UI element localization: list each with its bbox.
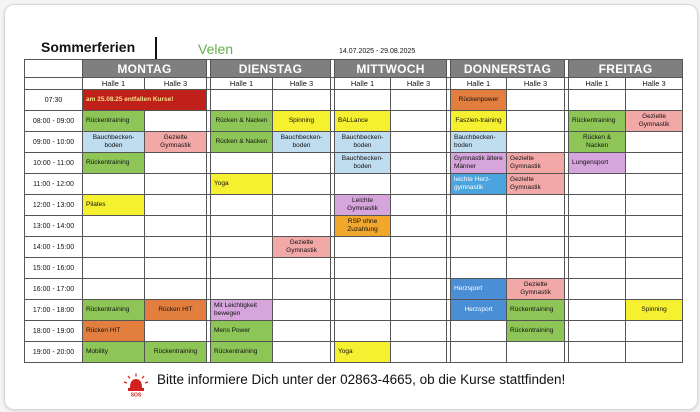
time-slot: [391, 174, 447, 195]
time-slot: [507, 237, 565, 258]
time-slot: [211, 300, 273, 321]
time-slot: [83, 174, 145, 195]
time-slot: [211, 195, 273, 216]
time-label: 14:00 - 15:00: [25, 237, 83, 258]
time-slot: [335, 132, 391, 153]
class-entry: Gymnastik ältere Männer: [451, 153, 506, 173]
time-slot: [391, 237, 447, 258]
schedule-row: [25, 258, 683, 279]
location-label: Velen: [198, 41, 234, 57]
day-header-donnerstag: DONNERSTAG: [451, 60, 565, 78]
time-slot: [626, 216, 683, 237]
class-entry: Rückentraining: [83, 300, 144, 320]
hall-label: Halle 1: [83, 78, 145, 90]
hall-header-row: [25, 78, 683, 90]
hall-label: Halle 1: [335, 78, 391, 90]
class-entry: Yoga: [211, 174, 272, 194]
time-slot: [569, 321, 626, 342]
class-entry: Bauchbecken-boden: [335, 153, 390, 173]
time-slot: [335, 300, 391, 321]
time-slot: [145, 111, 207, 132]
time-slot: [451, 300, 507, 321]
schedule-row: [25, 279, 683, 300]
class-entry: Rücken & Nacken: [211, 132, 272, 152]
time-label: 10:00 - 11:00: [25, 153, 83, 174]
hall-label: Halle 3: [626, 78, 683, 90]
time-slot: [273, 342, 331, 363]
time-slot: [145, 153, 207, 174]
time-slot: [507, 300, 565, 321]
time-slot: [626, 132, 683, 153]
schedule-body: [25, 90, 683, 363]
time-slot: [335, 90, 391, 111]
hall-label: Halle 3: [507, 78, 565, 90]
class-entry: Mobility: [83, 342, 144, 362]
time-slot: [145, 174, 207, 195]
class-entry: Rücken HIT: [145, 300, 206, 320]
time-slot: [335, 342, 391, 363]
time-slot: [451, 279, 507, 300]
time-slot: [569, 342, 626, 363]
class-entry: Faszien-training: [451, 111, 506, 131]
class-entry: Rückentraining: [83, 153, 144, 173]
time-slot: [145, 195, 207, 216]
time-slot: [569, 153, 626, 174]
class-entry: Bauchbecken-boden: [451, 132, 506, 152]
day-header-mittwoch: MITTWOCH: [335, 60, 447, 78]
time-slot: [391, 132, 447, 153]
time-label: 18:00 - 19:00: [25, 321, 83, 342]
schedule-row: [25, 216, 683, 237]
time-slot: [391, 279, 447, 300]
time-label: 07:30: [25, 90, 83, 111]
time-slot: [451, 174, 507, 195]
time-slot: [83, 153, 145, 174]
class-entry: Mens Power: [211, 321, 272, 341]
time-slot: [451, 153, 507, 174]
time-slot: [273, 153, 331, 174]
time-slot: [83, 216, 145, 237]
time-slot: [83, 90, 207, 111]
time-slot: [451, 216, 507, 237]
time-slot: [626, 174, 683, 195]
time-slot: [335, 237, 391, 258]
class-entry: Spinning: [626, 300, 682, 320]
time-slot: [451, 132, 507, 153]
time-slot: [335, 111, 391, 132]
time-slot: [507, 132, 565, 153]
time-label: 13:00 - 14:00: [25, 216, 83, 237]
time-slot: [626, 195, 683, 216]
time-slot: [83, 132, 145, 153]
time-label: 12:00 - 13:00: [25, 195, 83, 216]
class-entry: Gezielte Gymnastik: [145, 132, 206, 152]
time-slot: [211, 258, 273, 279]
time-label: 16:00 - 17:00: [25, 279, 83, 300]
time-slot: [145, 300, 207, 321]
class-entry: Herzsport: [451, 279, 506, 299]
time-slot: [145, 132, 207, 153]
footer: [5, 371, 697, 401]
time-slot: [273, 258, 331, 279]
time-slot: [145, 258, 207, 279]
time-slot: [145, 342, 207, 363]
class-entry: Yoga: [335, 342, 390, 362]
time-slot: [451, 111, 507, 132]
schedule-row: [25, 342, 683, 363]
class-entry: Rücken HIT: [83, 321, 144, 341]
time-slot: [626, 153, 683, 174]
schedule-page: [4, 4, 698, 410]
time-slot: [569, 132, 626, 153]
time-slot: [569, 90, 626, 111]
time-slot: [145, 237, 207, 258]
time-slot: [145, 216, 207, 237]
time-slot: [451, 195, 507, 216]
class-entry: Rückentraining: [507, 321, 564, 341]
time-slot: [211, 132, 273, 153]
hall-label: Halle 3: [273, 78, 331, 90]
time-slot: [273, 300, 331, 321]
time-label: 19:00 - 20:00: [25, 342, 83, 363]
time-label: 09:00 - 10:00: [25, 132, 83, 153]
time-slot: [273, 174, 331, 195]
class-entry: Rückenpower: [451, 90, 506, 110]
time-slot: [626, 90, 683, 111]
schedule-row: [25, 111, 683, 132]
day-header-freitag: FREITAG: [569, 60, 683, 78]
time-slot: [391, 111, 447, 132]
hall-label: Halle 3: [145, 78, 207, 90]
time-slot: [569, 174, 626, 195]
time-slot: [451, 321, 507, 342]
time-slot: [211, 342, 273, 363]
time-slot: [83, 195, 145, 216]
time-slot: [626, 342, 683, 363]
time-slot: [569, 195, 626, 216]
time-slot: [211, 153, 273, 174]
time-slot: [83, 300, 145, 321]
sos-label: SOS: [130, 392, 142, 397]
class-entry: Spinning: [273, 111, 330, 131]
time-slot: [391, 216, 447, 237]
date-range: 14.07.2025 - 29.08.2025: [339, 48, 416, 55]
time-slot: [335, 174, 391, 195]
hall-label: Halle 1: [211, 78, 273, 90]
corner-cell: [25, 60, 83, 78]
time-label: 15:00 - 16:00: [25, 258, 83, 279]
time-slot: [335, 321, 391, 342]
class-entry: Gezielte Gymnastik: [507, 174, 564, 194]
class-entry: Gezielte Gymnastik: [507, 279, 564, 299]
time-slot: [273, 132, 331, 153]
schedule-row: [25, 195, 683, 216]
time-slot: [273, 237, 331, 258]
page-title: Sommerferien: [41, 39, 136, 55]
time-slot: [451, 237, 507, 258]
time-slot: [626, 321, 683, 342]
time-slot: [273, 216, 331, 237]
time-slot: [335, 258, 391, 279]
time-slot: [391, 90, 447, 111]
class-entry: Bauchbecken-boden: [273, 132, 330, 152]
time-slot: [335, 216, 391, 237]
time-slot: [391, 258, 447, 279]
day-header-dienstag: DIENSTAG: [211, 60, 331, 78]
time-slot: [211, 111, 273, 132]
schedule-row: [25, 174, 683, 195]
cancellation-notice: am 25.08.25 entfallen Kurse!: [83, 90, 206, 110]
time-label: 17:00 - 18:00: [25, 300, 83, 321]
alarm-siren-icon: [123, 373, 149, 397]
class-entry: Leichte Gymnastik: [335, 195, 390, 215]
corner-cell: [25, 78, 83, 90]
time-slot: [507, 258, 565, 279]
hall-label: Halle 1: [451, 78, 507, 90]
time-slot: [211, 279, 273, 300]
time-slot: [273, 195, 331, 216]
time-slot: [507, 279, 565, 300]
time-slot: [83, 111, 145, 132]
time-slot: [273, 279, 331, 300]
time-slot: [451, 258, 507, 279]
time-slot: [626, 237, 683, 258]
class-entry: Rückentraining: [145, 342, 206, 362]
time-slot: [569, 258, 626, 279]
time-slot: [391, 321, 447, 342]
time-slot: [391, 153, 447, 174]
class-entry: Mit Leichtigkeit bewegen: [211, 300, 272, 320]
class-entry: Gezielte Gymnastik: [626, 111, 682, 131]
time-slot: [83, 321, 145, 342]
time-slot: [507, 153, 565, 174]
time-slot: [451, 342, 507, 363]
time-slot: [626, 258, 683, 279]
time-slot: [507, 342, 565, 363]
footer-note: Bitte informiere Dich unter der 02863-4665, ob die Kurse stattfinden!: [157, 372, 566, 387]
day-header-row: [25, 60, 683, 78]
time-slot: [569, 300, 626, 321]
schedule-row: [25, 300, 683, 321]
class-entry: RSP ohne Zuzahlung: [335, 216, 390, 236]
time-slot: [335, 153, 391, 174]
schedule-row: [25, 90, 683, 111]
time-slot: [335, 279, 391, 300]
time-slot: [569, 237, 626, 258]
time-slot: [211, 237, 273, 258]
class-entry: Herzsport: [451, 300, 506, 320]
class-entry: Pilates: [83, 195, 144, 215]
time-slot: [626, 279, 683, 300]
day-header-montag: MONTAG: [83, 60, 207, 78]
time-slot: [569, 279, 626, 300]
time-slot: [83, 342, 145, 363]
time-slot: [83, 258, 145, 279]
time-slot: [83, 237, 145, 258]
time-slot: [391, 195, 447, 216]
schedule-row: [25, 237, 683, 258]
class-entry: Lungensport: [569, 153, 625, 173]
time-slot: [507, 321, 565, 342]
schedule-row: [25, 153, 683, 174]
time-slot: [507, 195, 565, 216]
class-entry: Gezielte Gymnastik: [507, 153, 564, 173]
time-slot: [626, 111, 683, 132]
time-slot: [211, 174, 273, 195]
time-slot: [451, 90, 507, 111]
time-slot: [391, 300, 447, 321]
time-slot: [211, 321, 273, 342]
time-slot: [507, 90, 565, 111]
time-label: 11:00 - 12:00: [25, 174, 83, 195]
class-entry: Rückentraining: [83, 111, 144, 131]
class-entry: Bauchbecken-boden: [83, 132, 144, 152]
time-slot: [507, 111, 565, 132]
class-entry: leichte Herz-gymnastik: [451, 174, 506, 194]
time-slot: [569, 111, 626, 132]
hall-label: Halle 1: [569, 78, 626, 90]
time-label: 08:00 - 09:00: [25, 111, 83, 132]
time-slot: [335, 195, 391, 216]
time-slot: [145, 279, 207, 300]
class-entry: Bauchbecken-boden: [335, 132, 390, 152]
class-entry: Rückentraining: [507, 300, 564, 320]
class-entry: Gezielte Gymnastik: [273, 237, 330, 257]
time-slot: [273, 111, 331, 132]
class-entry: BALLance: [335, 111, 390, 131]
time-slot: [211, 90, 273, 111]
time-slot: [507, 174, 565, 195]
title-divider: [155, 37, 157, 59]
time-slot: [273, 90, 331, 111]
time-slot: [83, 279, 145, 300]
time-slot: [211, 216, 273, 237]
schedule-row: [25, 321, 683, 342]
class-entry: Rücken & Nacken: [211, 111, 272, 131]
schedule-table: [24, 59, 683, 363]
class-entry: Rückentraining: [211, 342, 272, 362]
hall-label: Halle 3: [391, 78, 447, 90]
class-entry: Rücken & Nacken: [569, 132, 625, 152]
time-slot: [391, 342, 447, 363]
schedule-row: [25, 132, 683, 153]
time-slot: [507, 216, 565, 237]
time-slot: [273, 321, 331, 342]
time-slot: [569, 216, 626, 237]
time-slot: [145, 321, 207, 342]
time-slot: [626, 300, 683, 321]
class-entry: Rückentraining: [569, 111, 625, 131]
